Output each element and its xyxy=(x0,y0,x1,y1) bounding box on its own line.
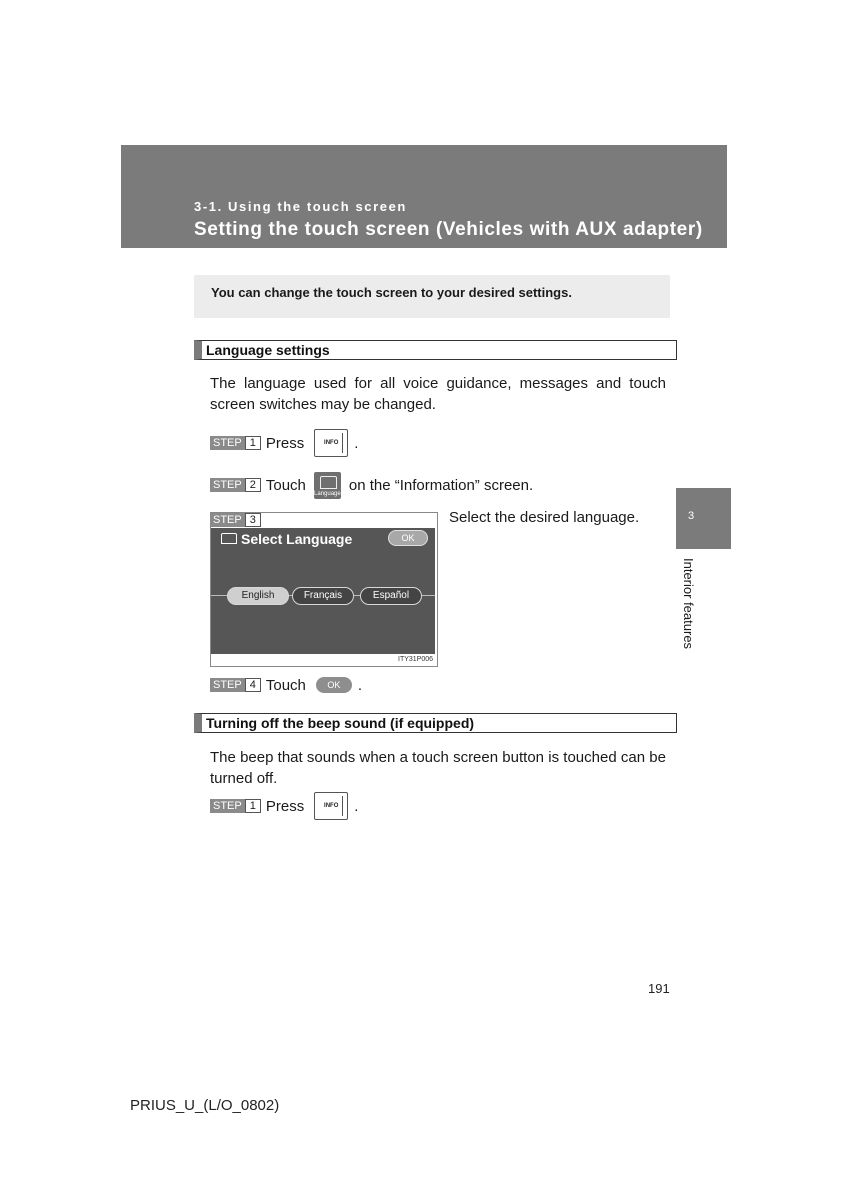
screen-ok-button[interactable]: OK xyxy=(388,530,428,546)
step-number: 1 xyxy=(245,799,261,813)
step-word: STEP xyxy=(210,436,245,450)
page-number: 191 xyxy=(648,981,670,996)
language-button-icon xyxy=(314,472,341,499)
step-word: STEP xyxy=(210,799,245,813)
step-badge xyxy=(210,478,261,492)
language-step-1 xyxy=(210,432,358,454)
step-number: 4 xyxy=(245,678,261,692)
language-step-3 xyxy=(210,511,266,529)
screen-title xyxy=(221,531,352,547)
francais-button[interactable]: Français xyxy=(292,587,354,605)
step-text: Press xyxy=(265,797,305,815)
language-body: The language used for all voice guidance, messages and touch screen switches may be changed. xyxy=(210,375,666,413)
step-number: 2 xyxy=(245,478,261,492)
screen-title-text: Select Language xyxy=(241,531,353,547)
language-settings-heading xyxy=(194,340,677,360)
intro-text: You can change the touch screen to your desired settings. xyxy=(211,285,572,300)
info-button-icon: INFO xyxy=(314,792,348,820)
language-step-4 xyxy=(210,674,362,696)
language-step-2 xyxy=(210,474,533,496)
step-3-text: Select the desired language. xyxy=(449,509,640,526)
step-text: Touch xyxy=(265,676,306,694)
heading-text: Language settings xyxy=(206,342,330,358)
step-word: STEP xyxy=(210,513,245,527)
step-badge xyxy=(210,799,261,813)
step-number: 3 xyxy=(245,513,261,527)
step-number: 1 xyxy=(245,436,261,450)
info-button-icon: INFO xyxy=(314,429,348,457)
page-title: Setting the touch screen (Vehicles with AUX adapter) xyxy=(194,219,703,240)
book-icon xyxy=(221,533,237,544)
step-word: STEP xyxy=(210,678,245,692)
footer-code: PRIUS_U_(L/O_0802) xyxy=(130,1097,280,1114)
beep-step-1 xyxy=(210,795,358,817)
step-text-after: . xyxy=(354,797,359,815)
espanol-button[interactable]: Español xyxy=(360,587,422,605)
heading-text: Turning off the beep sound (if equipped) xyxy=(206,715,475,731)
step-text-after: . xyxy=(357,676,363,694)
step-text-after: . xyxy=(354,434,359,452)
select-language-screen xyxy=(211,528,435,654)
chapter-side-tab xyxy=(676,488,731,549)
beep-body: The beep that sounds when a touch screen button is touched can be turned off. xyxy=(210,749,666,787)
ok-button-icon: OK xyxy=(316,677,352,693)
step-text: Touch xyxy=(265,476,306,494)
chapter-number: 3 xyxy=(688,510,695,522)
book-icon xyxy=(320,476,337,489)
figure-id: ITY31P006 xyxy=(398,656,434,663)
step-text: Press xyxy=(265,434,305,452)
step-badge xyxy=(210,678,261,692)
step-badge xyxy=(210,436,261,450)
chapter-label: Interior features xyxy=(681,558,696,650)
beep-sound-heading xyxy=(194,713,677,733)
step-badge xyxy=(210,513,261,527)
section-label: 3-1. Using the touch screen xyxy=(194,199,407,214)
english-button[interactable]: English xyxy=(227,587,289,605)
step-word: STEP xyxy=(210,478,245,492)
step-text-after: on the “Information” screen. xyxy=(348,476,534,494)
language-icon-label: Language xyxy=(314,490,341,497)
